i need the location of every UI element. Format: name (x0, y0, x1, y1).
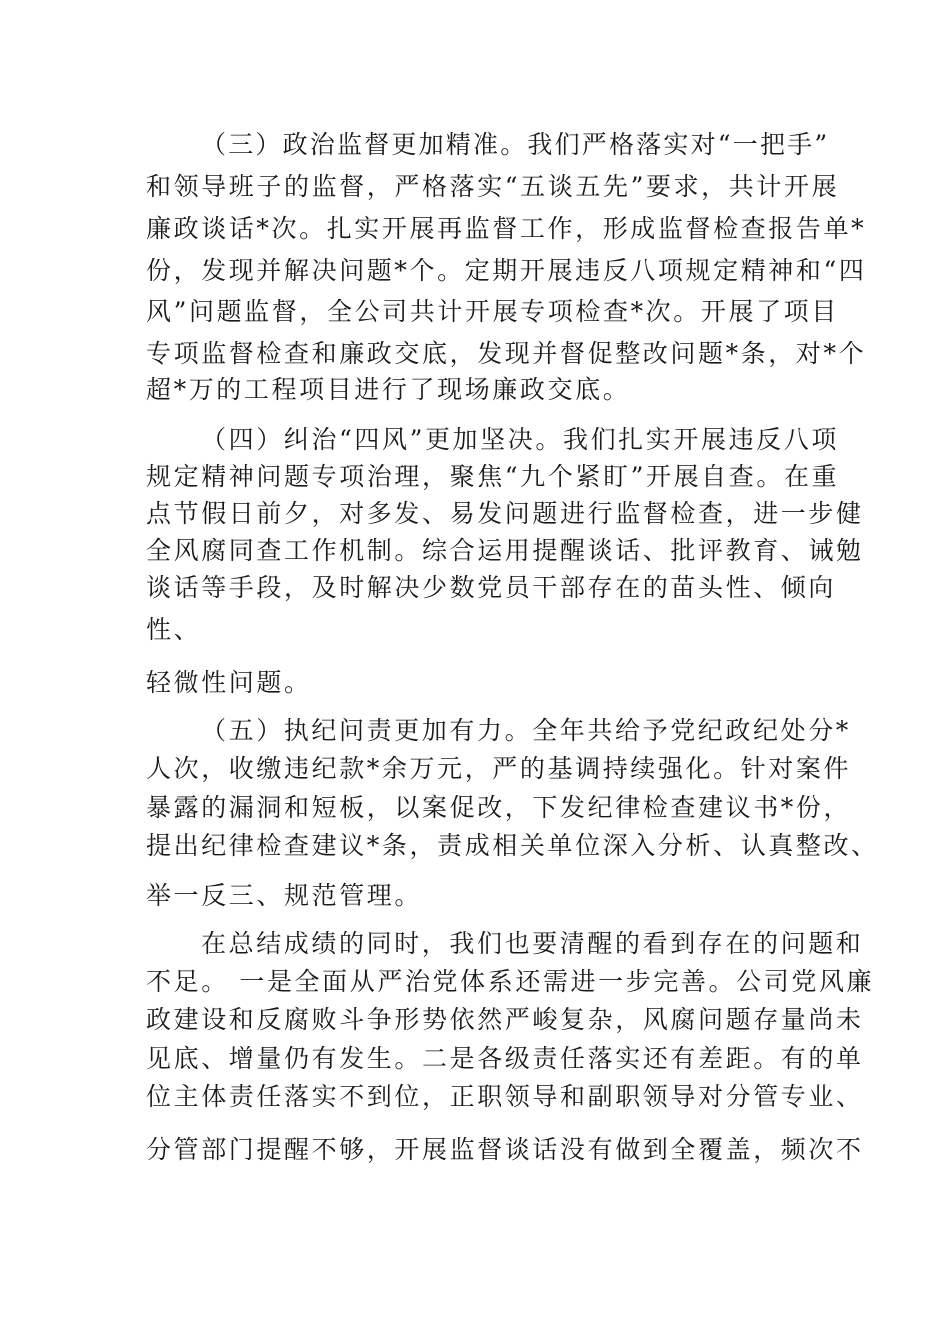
text-line: （五）执纪问责更加有力。全年共给予党纪政纪处分* (201, 716, 851, 745)
text-line: 位主体责任落实不到位，正职领导和副职领导对分管专业、 (146, 1082, 864, 1111)
text-line: （四）纠治“四风”更加坚决。我们扎实开展违反八项 (201, 425, 839, 454)
text-line: 政建设和反腐败斗争形势依然严峻复杂，风腐问题存量尚未 (146, 1005, 864, 1034)
text-line: 份，发现并解决问题*个。定期开展违反八项规定精神和“四 (146, 256, 867, 285)
text-line: 在总结成绩的同时，我们也要清醒的看到存在的问题和 (201, 929, 864, 958)
text-line: 暴露的漏洞和短板，以案促改，下发纪律检查建议书*份， (146, 793, 852, 822)
text-line: 轻微性问题。 (146, 668, 312, 697)
text-line: 和领导班子的监督，严格落实“五谈五先”要求，共计开展 (146, 172, 840, 201)
text-line: 专项监督检查和廉政交底，发现并督促整改问题*条，对*个 (146, 339, 867, 368)
text-line: 超*万的工程项目进行了现场廉政交底。 (146, 375, 631, 404)
text-line: 不足。 一是全面从严治党体系还需进一步完善。公司党风廉 (146, 967, 875, 996)
text-line: 人次，收缴违纪款*余万元，严的基调持续强化。针对案件 (146, 754, 852, 783)
text-line: 见底、增量仍有发生。二是各级责任落实还有差距。有的单 (146, 1044, 864, 1073)
text-line: 分管部门提醒不够，开展监督谈话没有做到全覆盖，频次不 (146, 1135, 864, 1164)
text-line: 提出纪律检查建议*条，责成相关单位深入分析、认真整改、 (146, 831, 879, 860)
text-line: 点节假日前夕，对多发、易发问题进行监督检查，进一步健 (146, 499, 864, 528)
text-line: 风”问题监督，全公司共计开展专项检查*次。开展了项目 (146, 297, 839, 326)
text-line: 廉政谈话*次。扎实开展再监督工作，形成监督检查报告单* (146, 214, 867, 243)
text-line: （三）政治监督更加精准。我们严格落实对“一把手” (201, 130, 830, 159)
text-line: 规定精神问题专项治理，聚焦“九个紧盯”开展自查。在重 (146, 462, 840, 491)
text-line: 举一反三、规范管理。 (146, 881, 423, 910)
text-line: 全风腐同查工作机制。综合运用提醒谈话、批评教育、诫勉 (146, 536, 864, 565)
text-line: 性、 (146, 615, 202, 644)
text-line: 谈话等手段，及时解决少数党员干部存在的苗头性、倾向 (146, 573, 837, 602)
